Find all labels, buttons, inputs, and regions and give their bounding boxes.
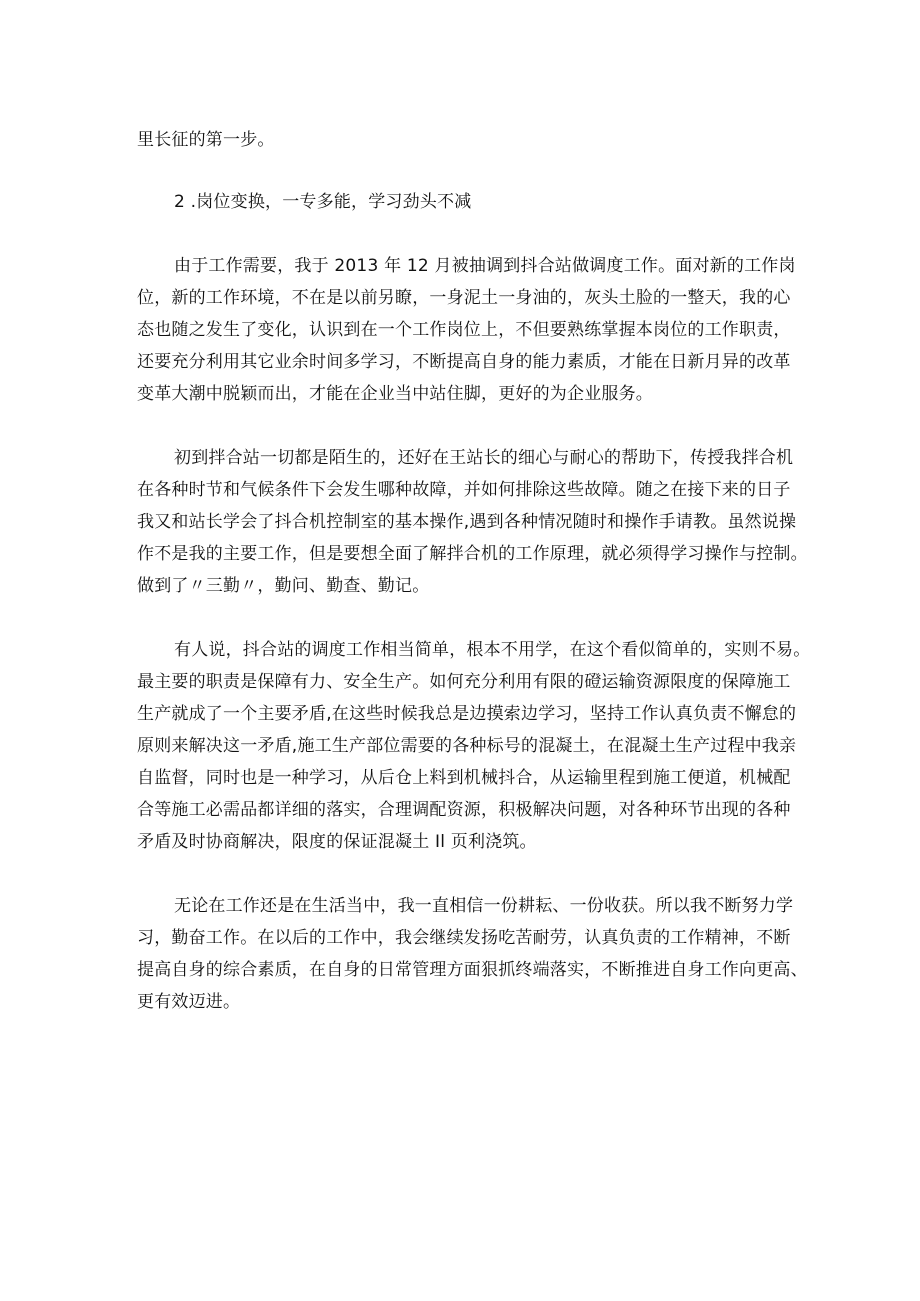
text-line: 自监督，同时也是一种学习，从后仓上料到机械抖合，从运输里程到施工便道，机械配 [137, 768, 791, 788]
text-line: 习，勤奋工作。在以后的工作中，我会继续发扬吃苦耐劳，认真负责的工作精神，不断 [137, 928, 791, 948]
text-line: 里长征的第一步。 [137, 130, 275, 150]
text-line: 态也随之发生了变化，认识到在一个工作岗位上，不但要熟练掌握本岗位的工作职责， [137, 320, 791, 340]
text-line: 还要充分利用其它业余时间多学习，不断提高自身的能力素质，才能在日新月异的改革 [137, 352, 791, 372]
section-heading: 2 .岗位变换，一专多能，学习劲头不减 [174, 192, 472, 212]
text-line: 位，新的工作环境，不在是以前另瞭，一身泥土一身油的，灰头土脸的一整天，我的心 [137, 288, 791, 308]
text-line: 合等施工必需品都详细的落实，合理调配资源，积极解决问题，对各种环节出现的各种 [137, 800, 791, 820]
text-line: 变革大潮中脱颖而出，才能在企业当中站住脚，更好的为企业服务。 [137, 384, 653, 404]
text-line: 矛盾及时协商解决，限度的保证混凝土 Il 页利浇筑。 [137, 832, 537, 852]
text-line: 有人说，抖合站的调度工作相当简单，根本不用学，在这个看似简单的，实则不易。 [174, 640, 811, 660]
text-line: 无论在工作还是在生活当中，我一直相信一份耕耘、一份收获。所以我不断努力学 [174, 896, 794, 916]
text-line: 原则来解决这一矛盾,施工生产部位需要的各种标号的混凝土，在混凝土生产过程中我亲 [137, 736, 797, 756]
text-line: 作不是我的主要工作，但是要想全面了解拌合机的工作原理，就必须得学习操作与控制。 [137, 544, 808, 564]
text-line: 由于工作需要，我于 2013 年 12 月被抽调到抖合站做调度工作。面对新的工作岗 [174, 256, 796, 276]
text-line: 我又和站长学会了抖合机控制室的基本操作,遇到各种情况随时和操作手请教。虽然说操 [137, 512, 797, 532]
text-line: 最主要的职责是保障有力、安全生产。如何充分利用有限的磴运输资源限度的保障施工 [137, 672, 791, 692]
text-line: 初到拌合站一切都是陌生的，还好在王站长的细心与耐心的帮助下，传授我拌合机 [174, 448, 794, 468]
text-line: 做到了〃三勤〃，勤问、勤查、勤记。 [137, 576, 430, 596]
text-line: 更有效迈进。 [137, 992, 241, 1012]
text-line: 生产就成了一个主要矛盾,在这些时候我总是边摸索边学习，坚持工作认真负责不懈怠的 [137, 704, 797, 724]
text-line: 在各种时节和气候条件下会发生哪种故障，并如何排除这些故障。随之在接下来的日子 [137, 480, 791, 500]
text-line: 提高自身的综合素质，在自身的日常管理方面狠抓终端落实，不断推进自身工作向更高、 [137, 960, 808, 980]
